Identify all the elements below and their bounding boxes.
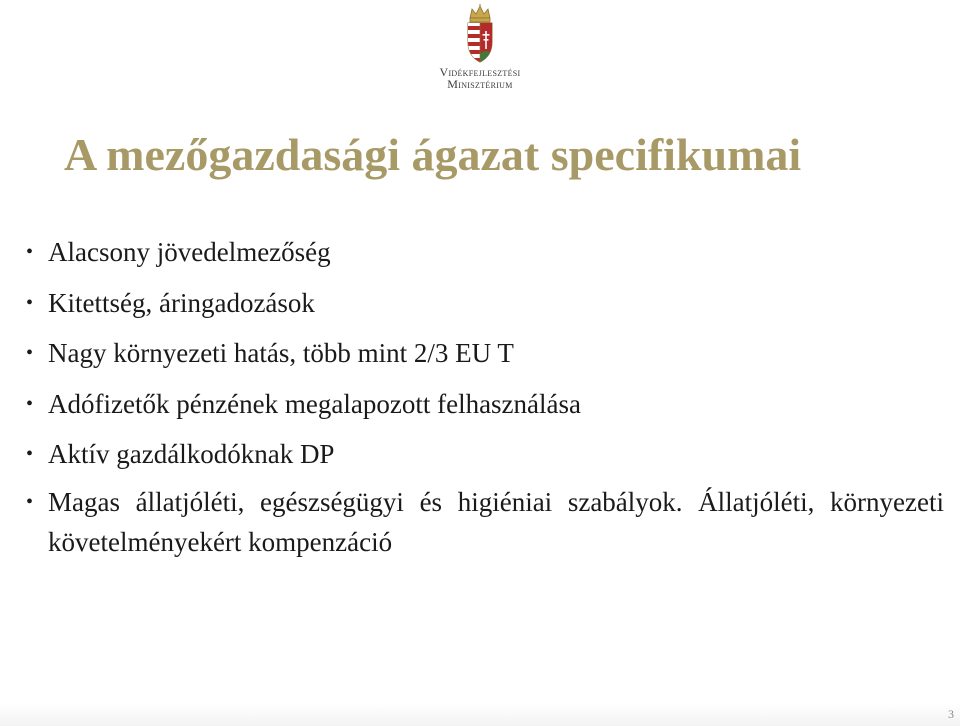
bullet-text: Kitettség, áringadozások	[48, 287, 315, 318]
bullet-text: Nagy környezeti hatás, több mint 2/3 EU T	[48, 338, 514, 368]
bullet-item	[24, 286, 944, 321]
bullet-dot: •	[26, 291, 34, 314]
bullet-dot: •	[26, 443, 34, 465]
bullet-text: Aktív gazdálkodóknak DP	[48, 439, 335, 469]
bullet-item	[24, 437, 944, 472]
bullet-dot: •	[26, 342, 34, 364]
bullet-item	[24, 336, 944, 371]
ministry-logo	[430, 4, 530, 96]
bullet-dot: •	[26, 241, 34, 263]
bullet-item	[24, 235, 944, 270]
bullet-item	[24, 482, 944, 562]
page-number: 3	[948, 707, 954, 721]
bullet-list	[24, 235, 944, 577]
bullet-dot: •	[26, 490, 34, 513]
footer-band	[0, 704, 960, 726]
coat-of-arms-icon	[463, 4, 497, 64]
bullet-item	[24, 387, 944, 422]
ministry-name-line2: Minisztérium	[447, 77, 513, 91]
ministry-name-line1: Vidékfejlesztési	[439, 65, 521, 79]
bullet-text: Alacsony jövedelmezőség	[48, 237, 331, 267]
bullet-text: Magas állatjóléti, egészségügyi és higiéniai szabályok. Állatjóléti, környezeti követelményekért kompenzáció	[48, 486, 944, 557]
bullet-text: Adófizetők pénzének megalapozott felhasználása	[48, 388, 581, 419]
slide-title: A mezőgazdasági ágazat specifikumai	[64, 129, 802, 180]
bullet-dot: •	[26, 392, 34, 415]
